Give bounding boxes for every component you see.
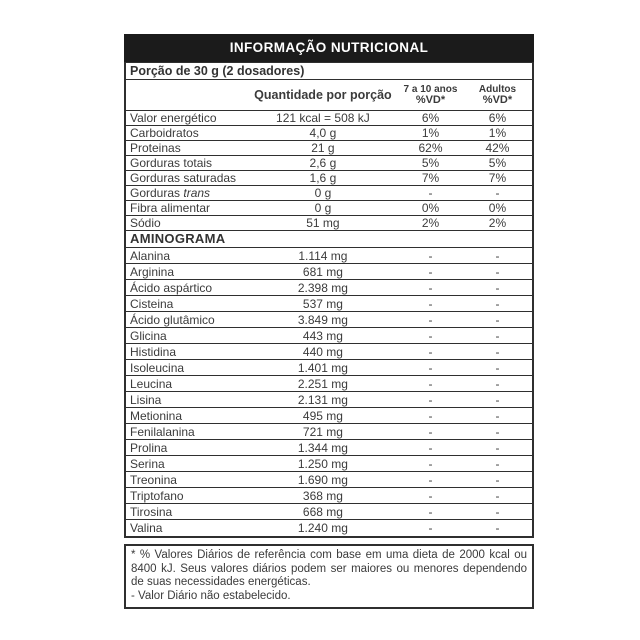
amino-acid-vd-adult: - <box>495 521 500 535</box>
amino-acid-name: Ácido glutâmico <box>130 312 215 327</box>
amino-acid-row <box>126 456 532 472</box>
amino-acid-vd-child: - <box>428 264 433 279</box>
amino-acid-quantity: 443 mg <box>302 328 343 343</box>
nutrient-vd-child: - <box>428 186 433 200</box>
nutrient-vd-adult: 1% <box>488 126 507 140</box>
amino-acid-vd-child: - <box>428 521 433 535</box>
nutrient-row <box>126 201 532 216</box>
nutrient-vd-child: 1% <box>421 126 440 140</box>
amino-acid-row <box>126 296 532 312</box>
nutrient-row <box>126 141 532 156</box>
vd-child-column-header <box>398 84 463 106</box>
vd-adult-percent-label: %VD* <box>482 94 513 106</box>
amino-acid-vd-child: - <box>428 488 433 503</box>
amino-acid-vd-adult: - <box>495 248 500 263</box>
amino-acid-vd-child: - <box>428 408 433 423</box>
nutrient-row <box>126 171 532 186</box>
amino-acid-row <box>126 408 532 424</box>
amino-acid-row <box>126 360 532 376</box>
amino-acid-row <box>126 312 532 328</box>
nutrient-name: Valor energético <box>130 111 217 125</box>
amino-acid-name: Serina <box>130 456 165 471</box>
nutrient-quantity: 2,6 g <box>309 156 337 170</box>
amino-acid-vd-child: - <box>428 472 433 487</box>
amino-acid-name: Glicina <box>130 328 167 343</box>
amino-acid-row <box>126 264 532 280</box>
table-header-row <box>126 80 532 111</box>
amino-acid-vd-child: - <box>428 440 433 455</box>
nutrient-name: Fibra alimentar <box>130 201 211 215</box>
nutrition-table <box>124 62 534 538</box>
nutrient-vd-adult: 42% <box>485 141 510 155</box>
amino-acid-vd-child: - <box>428 392 433 407</box>
amino-acid-quantity: 495 mg <box>302 408 343 423</box>
amino-acid-row <box>126 344 532 360</box>
nutrient-vd-child: 7% <box>421 171 440 185</box>
amino-acid-vd-adult: - <box>495 328 500 343</box>
amino-acid-quantity: 1.114 mg <box>298 248 348 263</box>
nutrient-quantity: 0 g <box>314 201 332 215</box>
nutrient-row <box>126 111 532 126</box>
amino-acid-quantity: 1.690 mg <box>297 472 348 487</box>
amino-acid-vd-child: - <box>428 328 433 343</box>
nutrient-name: Proteinas <box>130 141 181 155</box>
nutrient-quantity: 121 kcal = 508 kJ <box>276 111 370 125</box>
amino-acid-row <box>126 376 532 392</box>
amino-acid-vd-child: - <box>428 280 433 295</box>
amino-acid-vd-child: - <box>428 248 433 263</box>
nutrient-row <box>126 126 532 141</box>
amino-acid-row <box>126 328 532 344</box>
amino-acid-quantity: 440 mg <box>302 344 343 359</box>
amino-acid-vd-adult: - <box>495 504 500 519</box>
amino-acid-quantity: 1.344 mg <box>297 440 348 455</box>
nutrition-label <box>124 34 534 609</box>
amino-acid-vd-adult: - <box>495 408 500 423</box>
nutrient-quantity: 21 g <box>311 141 335 155</box>
amino-acid-vd-child: - <box>428 424 433 439</box>
amino-acid-name: Valina <box>130 521 163 535</box>
vd-child-group-label: 7 a 10 anos <box>403 84 458 95</box>
amino-acid-row <box>126 424 532 440</box>
amino-acid-vd-adult: - <box>495 280 500 295</box>
amino-acid-name: Treonina <box>130 472 177 487</box>
amino-acid-vd-adult: - <box>495 360 500 375</box>
amino-acid-row <box>126 280 532 296</box>
nutrient-vd-adult: 0% <box>488 201 507 215</box>
vd-child-percent-label: %VD* <box>415 94 446 106</box>
amino-acid-name: Isoleucina <box>130 360 185 375</box>
nutrient-vd-child: 0% <box>421 201 440 215</box>
amino-acid-name: Alanina <box>130 248 171 263</box>
amino-acid-row <box>126 520 532 536</box>
amino-acid-vd-adult: - <box>495 296 500 311</box>
vd-adult-column-header <box>463 84 532 106</box>
amino-acid-vd-child: - <box>428 456 433 471</box>
nutrient-quantity: 51 mg <box>306 216 340 230</box>
amino-acid-vd-child: - <box>428 504 433 519</box>
amino-acid-quantity: 2.251 mg <box>297 376 348 391</box>
amino-acid-row <box>126 440 532 456</box>
nutrient-vd-child: 2% <box>421 216 440 230</box>
footnote-daily-values: * % Valores Diários de referência com base em uma dieta de 2000 kcal ou 8400 kJ. Seus valores diários podem ser maiores ou menores dependendo de suas necessidades energéticas. <box>131 549 527 588</box>
amino-acid-name: Fenilalanina <box>130 424 195 439</box>
amino-acid-row <box>126 488 532 504</box>
nutrient-vd-adult: 5% <box>488 156 507 170</box>
nutrient-vd-child: 62% <box>418 141 443 155</box>
nutrient-vd-child: 6% <box>421 111 440 125</box>
nutrient-name: Gorduras saturadas <box>130 171 237 185</box>
amino-acid-vd-adult: - <box>495 392 500 407</box>
footnote-not-established: - Valor Diário não estabelecido. <box>131 589 291 602</box>
nutrient-name: Carboidratos <box>130 126 199 140</box>
amino-acid-quantity: 1.401 mg <box>297 360 348 375</box>
amino-acid-quantity: 681 mg <box>302 264 343 279</box>
amino-acid-vd-child: - <box>428 360 433 375</box>
amino-acid-vd-adult: - <box>495 344 500 359</box>
amino-acid-name: Prolina <box>130 440 168 455</box>
amino-acid-quantity: 668 mg <box>302 504 343 519</box>
amino-acid-quantity: 3.849 mg <box>297 312 348 327</box>
amino-acid-name: Leucina <box>130 376 173 391</box>
amino-acid-name: Arginina <box>130 264 175 279</box>
amino-acid-row <box>126 248 532 264</box>
nutrient-vd-adult: - <box>495 186 500 200</box>
amino-acid-quantity: 721 mg <box>302 424 343 439</box>
amino-acid-quantity: 2.398 mg <box>297 280 348 295</box>
nutrient-vd-adult: 7% <box>488 171 507 185</box>
amino-acid-vd-child: - <box>428 376 433 391</box>
amino-acid-vd-adult: - <box>495 264 500 279</box>
amino-acid-quantity: 2.131 mg <box>297 392 348 407</box>
nutrient-row <box>126 156 532 171</box>
nutrient-row <box>126 216 532 231</box>
nutrient-vd-adult: 6% <box>488 111 507 125</box>
nutrient-quantity: 0 g <box>314 186 332 200</box>
aminogram-rows <box>126 248 532 536</box>
amino-acid-name: Lisina <box>130 392 162 407</box>
footnote-box <box>124 544 534 609</box>
nutrient-name: Gorduras trans <box>130 186 211 200</box>
nutrition-label-title: INFORMAÇÃO NUTRICIONAL <box>124 34 534 62</box>
amino-acid-name: Triptofano <box>130 488 184 503</box>
nutrient-row <box>126 186 532 201</box>
nutrient-vd-child: 5% <box>421 156 440 170</box>
amino-acid-vd-adult: - <box>495 456 500 471</box>
nutrient-name: Sódio <box>130 216 161 230</box>
amino-acid-name: Cisteina <box>130 296 174 311</box>
amino-acid-name: Metionina <box>130 408 183 423</box>
quantity-column-header: Quantidade por porção <box>254 88 392 102</box>
amino-acid-vd-adult: - <box>495 472 500 487</box>
amino-acid-vd-child: - <box>428 312 433 327</box>
vd-adult-group-label: Adultos <box>478 84 517 95</box>
amino-acid-vd-adult: - <box>495 440 500 455</box>
amino-acid-name: Tirosina <box>130 504 173 519</box>
amino-acid-vd-adult: - <box>495 376 500 391</box>
portion-row: Porção de 30 g (2 dosadores) <box>126 63 532 80</box>
nutrient-quantity: 4,0 g <box>309 126 337 140</box>
nutrient-quantity: 1,6 g <box>309 171 337 185</box>
amino-acid-vd-adult: - <box>495 488 500 503</box>
nutrient-rows <box>126 111 532 231</box>
nutrient-name: Gorduras totais <box>130 156 213 170</box>
amino-acid-vd-adult: - <box>495 424 500 439</box>
amino-acid-quantity: 1.240 mg <box>297 521 348 535</box>
amino-acid-quantity: 368 mg <box>302 488 343 503</box>
amino-acid-name: Ácido aspártico <box>130 280 213 295</box>
amino-acid-quantity: 1.250 mg <box>297 456 348 471</box>
amino-acid-vd-adult: - <box>495 312 500 327</box>
amino-acid-row <box>126 504 532 520</box>
amino-acid-name: Histidina <box>130 344 177 359</box>
amino-acid-vd-child: - <box>428 296 433 311</box>
aminogram-section-title: AMINOGRAMA <box>126 231 532 248</box>
nutrient-vd-adult: 2% <box>488 216 507 230</box>
amino-acid-row <box>126 472 532 488</box>
amino-acid-quantity: 537 mg <box>302 296 343 311</box>
amino-acid-row <box>126 392 532 408</box>
amino-acid-vd-child: - <box>428 344 433 359</box>
